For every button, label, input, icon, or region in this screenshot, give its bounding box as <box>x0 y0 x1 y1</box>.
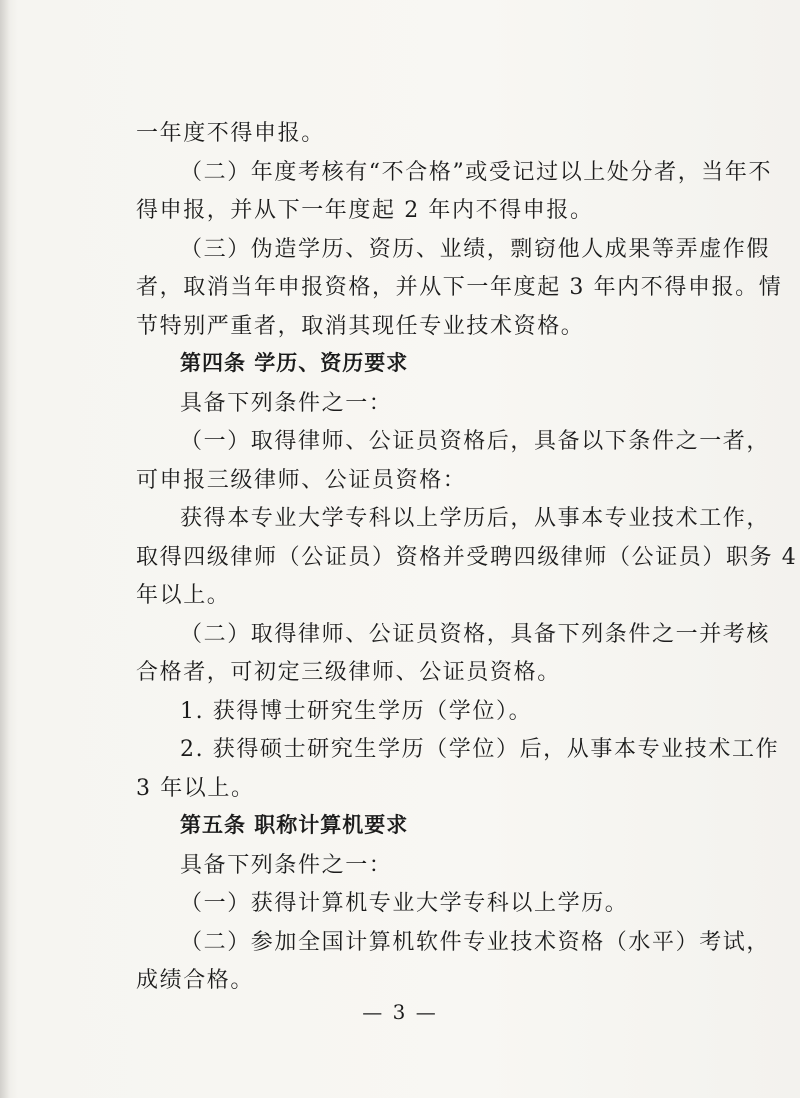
text-line: 可申报三级律师、公证员资格： <box>136 468 467 493</box>
text-line: （二）年度考核有“不合格”或受记过以上处分者，当年不 <box>180 160 773 185</box>
text-line: 得申报，并从下一年度起 2 年内不得申报。 <box>136 198 594 223</box>
binding-shadow <box>0 0 10 1098</box>
text-line: （二）取得律师、公证员资格，具备下列条件之一并考核 <box>180 622 771 647</box>
text-line: 成绩合格。 <box>136 968 255 993</box>
text-line: 取得四级律师（公证员）资格并受聘四级律师（公证员）职务 4 <box>136 545 798 570</box>
text-line: 2. 获得硕士研究生学历（学位）后，从事本专业技术工作 <box>180 737 780 762</box>
text-line: 者，取消当年申报资格，并从下一年度起 3 年内不得申报。情 <box>136 275 783 300</box>
section-heading: 第五条 职称计算机要求 <box>180 813 409 837</box>
text-line: （三）伪造学历、资历、业绩，剽窃他人成果等弄虚作假 <box>180 237 771 262</box>
text-line: （一）取得律师、公证员资格后，具备以下条件之一者， <box>180 429 771 454</box>
text-line: （二）参加全国计算机软件专业技术资格（水平）考试， <box>180 930 771 955</box>
text-line: 节特别严重者，取消其现任专业技术资格。 <box>136 314 585 339</box>
text-line: 3 年以上。 <box>136 776 255 801</box>
section-heading: 第四条 学历、资历要求 <box>180 351 409 375</box>
text-line: 获得本专业大学专科以上学历后，从事本专业技术工作， <box>180 506 771 531</box>
text-line: 具备下列条件之一： <box>180 853 393 878</box>
page-number: — 3 — <box>362 1000 438 1024</box>
text-line: 合格者，可初定三级律师、公证员资格。 <box>136 660 561 685</box>
text-line: 年以上。 <box>136 583 231 608</box>
text-line: 具备下列条件之一： <box>180 391 393 416</box>
text-line: 1. 获得博士研究生学历（学位）。 <box>180 699 533 724</box>
text-line: （一）获得计算机专业大学专科以上学历。 <box>180 891 629 916</box>
text-line: 一年度不得申报。 <box>136 121 325 146</box>
